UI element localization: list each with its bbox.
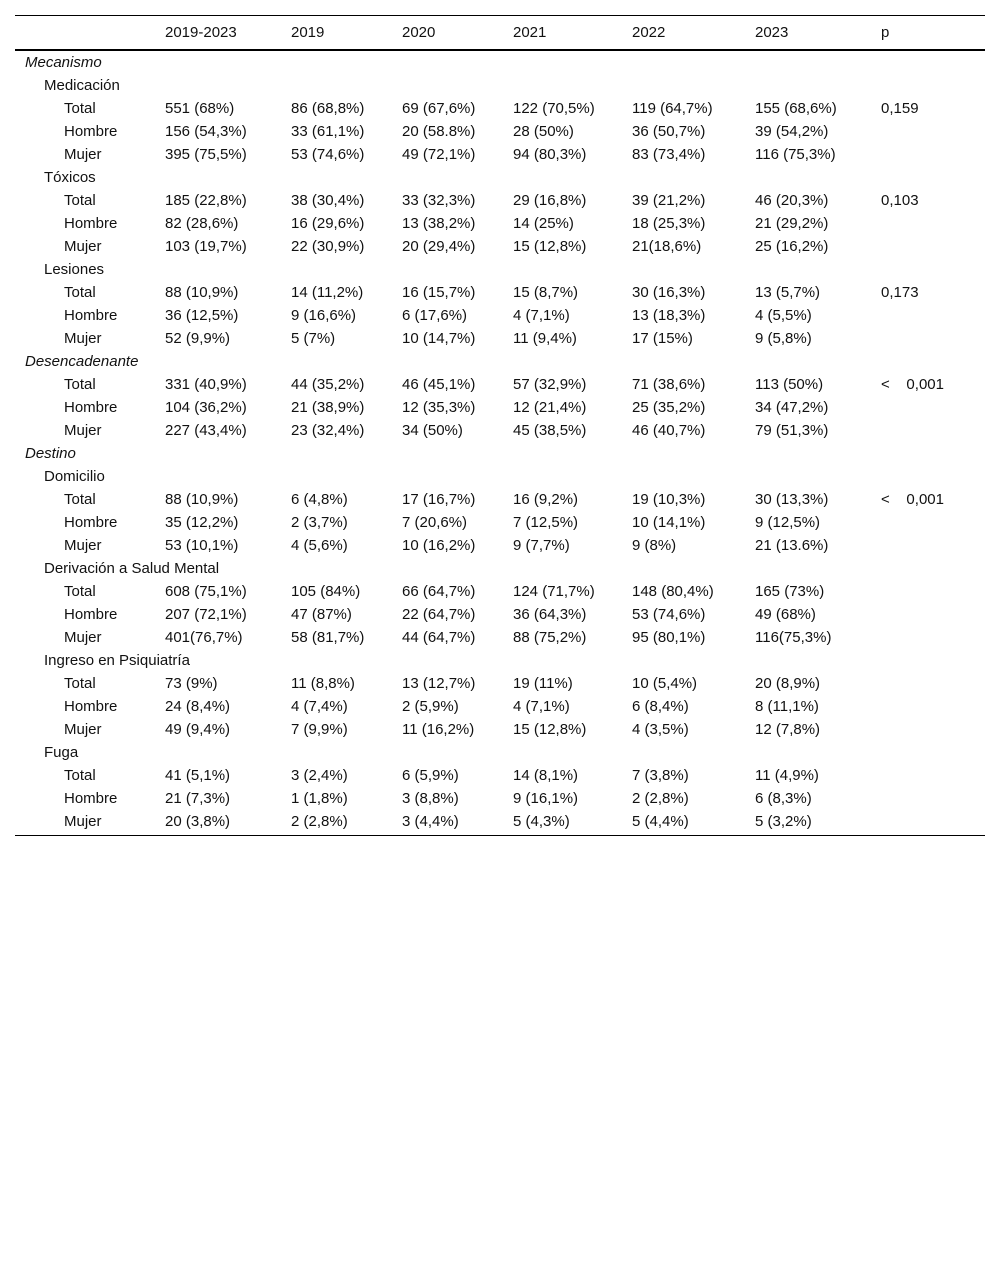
table-row [15, 787, 985, 810]
value-cell: 24 (8,4%) [165, 698, 231, 715]
header-cell-2020: 2020 [402, 16, 513, 51]
p-value-cell [881, 534, 985, 557]
row-label: Total [64, 767, 96, 784]
subsection-row [15, 557, 985, 580]
value-cell: 58 (81,7%) [291, 629, 365, 646]
value-cell: 116(75,3%) [755, 629, 832, 646]
value-cell: 11 (16,2%) [402, 721, 475, 738]
value-cell: 9 (5,8%) [755, 330, 812, 347]
p-value-cell: 0,159 [881, 100, 919, 117]
value-cell: 185 (22,8%) [165, 192, 247, 209]
value-cell: 4 (7,4%) [291, 698, 348, 715]
value-cell: 30 (16,3%) [632, 284, 706, 301]
p-value-cell [881, 235, 985, 258]
table-row [15, 695, 985, 718]
value-cell: 69 (67,6%) [402, 100, 476, 117]
table-container [15, 15, 985, 836]
value-cell: 15 (8,7%) [513, 284, 579, 301]
value-cell: 331 (40,9%) [165, 376, 247, 393]
value-cell: 2 (5,9%) [402, 698, 459, 715]
value-cell: 103 (19,7%) [165, 238, 247, 255]
value-cell: 49 (68%) [755, 606, 816, 623]
p-value-cell [881, 718, 985, 741]
row-label: Mujer [64, 238, 102, 255]
p-value-cell [881, 580, 985, 603]
p-value-cell: 0,173 [881, 284, 919, 301]
value-cell: 86 (68,8%) [291, 100, 365, 117]
value-cell: 7 (3,8%) [632, 767, 689, 784]
value-cell: 36 (50,7%) [632, 123, 706, 140]
subsection-row [15, 649, 985, 672]
value-cell: 25 (16,2%) [755, 238, 829, 255]
value-cell: 33 (61,1%) [291, 123, 365, 140]
value-cell: 105 (84%) [291, 583, 361, 600]
subsection-row [15, 258, 985, 281]
value-cell: 71 (38,6%) [632, 376, 706, 393]
value-cell: 44 (35,2%) [291, 376, 365, 393]
value-cell: 57 (32,9%) [513, 376, 587, 393]
p-value-cell [881, 396, 985, 419]
value-cell: 608 (75,1%) [165, 583, 247, 600]
value-cell: 47 (87%) [291, 606, 352, 623]
value-cell: 7 (20,6%) [402, 514, 468, 531]
subsection-label: Tóxicos [44, 169, 96, 186]
value-cell: 2 (3,7%) [291, 514, 348, 531]
table-row [15, 212, 985, 235]
table-row [15, 396, 985, 419]
table-row [15, 189, 985, 212]
value-cell: 41 (5,1%) [165, 767, 231, 784]
value-cell: 88 (10,9%) [165, 284, 239, 301]
value-cell: 49 (72,1%) [402, 146, 476, 163]
row-label: Total [64, 675, 96, 692]
table-row [15, 672, 985, 695]
section-label: Mecanismo [25, 54, 102, 71]
table-row [15, 327, 985, 350]
value-cell: 10 (14,1%) [632, 514, 706, 531]
p-value-cell [881, 304, 985, 327]
p-value-cell: < 0,001 [881, 376, 944, 393]
table-row [15, 120, 985, 143]
value-cell: 165 (73%) [755, 583, 825, 600]
p-value-cell [881, 672, 985, 695]
value-cell: 82 (28,6%) [165, 215, 239, 232]
value-cell: 20 (58.8%) [402, 123, 476, 140]
value-cell: 39 (21,2%) [632, 192, 706, 209]
header-cell-2023: 2023 [755, 16, 881, 51]
p-value-cell [881, 419, 985, 442]
value-cell: 17 (15%) [632, 330, 693, 347]
table-row [15, 373, 985, 396]
section-row [15, 350, 985, 373]
value-cell: 10 (5,4%) [632, 675, 698, 692]
row-label: Hombre [64, 215, 118, 232]
value-cell: 12 (7,8%) [755, 721, 821, 738]
p-value-cell [881, 626, 985, 649]
value-cell: 45 (38,5%) [513, 422, 587, 439]
table-row [15, 304, 985, 327]
p-value-cell [881, 212, 985, 235]
value-cell: 21 (7,3%) [165, 790, 231, 807]
value-cell: 5 (4,3%) [513, 810, 632, 836]
row-label: Total [64, 100, 96, 117]
table-row [15, 718, 985, 741]
value-cell: 49 (9,4%) [165, 721, 231, 738]
value-cell: 401(76,7%) [165, 629, 243, 646]
table-row [15, 281, 985, 304]
header-cell-2019: 2019 [291, 16, 402, 51]
p-value-cell [881, 695, 985, 718]
value-cell: 3 (8,8%) [402, 790, 459, 807]
value-cell: 29 (16,8%) [513, 192, 587, 209]
table-row [15, 810, 985, 836]
value-cell: 88 (75,2%) [513, 629, 587, 646]
table-row [15, 764, 985, 787]
row-label: Hombre [64, 606, 118, 623]
p-value-cell: 0,103 [881, 192, 919, 209]
subsection-label: Medicación [44, 77, 120, 94]
value-cell: 23 (32,4%) [291, 422, 365, 439]
value-cell: 6 (8,3%) [755, 790, 812, 807]
value-cell: 13 (38,2%) [402, 215, 476, 232]
subsection-label: Derivación a Salud Mental [44, 560, 220, 577]
section-label: Desencadenante [25, 353, 139, 370]
value-cell: 148 (80,4%) [632, 583, 714, 600]
value-cell: 18 (25,3%) [632, 215, 706, 232]
value-cell: 5 (3,2%) [755, 810, 881, 836]
subsection-label: Lesiones [44, 261, 105, 278]
value-cell: 12 (35,3%) [402, 399, 476, 416]
value-cell: 551 (68%) [165, 100, 235, 117]
value-cell: 22 (30,9%) [291, 238, 365, 255]
value-cell: 6 (8,4%) [632, 698, 689, 715]
table-row [15, 511, 985, 534]
value-cell: 11 (9,4%) [513, 330, 577, 347]
value-cell: 53 (10,1%) [165, 537, 239, 554]
value-cell: 21 (29,2%) [755, 215, 829, 232]
table-body [15, 50, 985, 836]
value-cell: 46 (40,7%) [632, 422, 706, 439]
table-row [15, 626, 985, 649]
header-cell-2019-2023: 2019-2023 [165, 16, 291, 51]
value-cell: 22 (64,7%) [402, 606, 476, 623]
p-value-cell [881, 603, 985, 626]
subsection-row [15, 741, 985, 764]
value-cell: 4 (7,1%) [513, 307, 570, 324]
p-value-cell [881, 511, 985, 534]
value-cell: 52 (9,9%) [165, 330, 231, 347]
row-label: Mujer [15, 810, 165, 836]
section-row [15, 442, 985, 465]
value-cell: 25 (35,2%) [632, 399, 706, 416]
row-label: Total [64, 491, 96, 508]
subsection-label: Fuga [44, 744, 79, 761]
value-cell: 16 (29,6%) [291, 215, 365, 232]
value-cell: 95 (80,1%) [632, 629, 706, 646]
header-cell-p: p [881, 16, 985, 51]
value-cell: 4 (7,1%) [513, 698, 570, 715]
value-cell: 21(18,6%) [632, 238, 702, 255]
value-cell: 34 (47,2%) [755, 399, 829, 416]
value-cell: 15 (12,8%) [513, 721, 587, 738]
row-label: Mujer [64, 146, 102, 163]
value-cell: 155 (68,6%) [755, 100, 837, 117]
row-label: Total [64, 583, 96, 600]
value-cell: 73 (9%) [165, 675, 218, 692]
p-value-cell [881, 787, 985, 810]
value-cell: 4 (5,6%) [291, 537, 348, 554]
row-label: Total [64, 376, 96, 393]
value-cell: 53 (74,6%) [632, 606, 706, 623]
value-cell: 28 (50%) [513, 123, 574, 140]
table-row [15, 235, 985, 258]
value-cell: 10 (16,2%) [402, 537, 476, 554]
value-cell: 20 (3,8%) [165, 810, 291, 836]
value-cell: 44 (64,7%) [402, 629, 476, 646]
value-cell: 122 (70,5%) [513, 100, 595, 117]
value-cell: 38 (30,4%) [291, 192, 365, 209]
row-label: Hombre [64, 698, 118, 715]
value-cell: 21 (38,9%) [291, 399, 365, 416]
value-cell: 30 (13,3%) [755, 491, 829, 508]
value-cell: 116 (75,3%) [755, 146, 836, 163]
row-label: Total [64, 192, 96, 209]
table-row [15, 419, 985, 442]
value-cell: 94 (80,3%) [513, 146, 587, 163]
value-cell: 14 (25%) [513, 215, 574, 232]
header-row [15, 16, 985, 51]
value-cell: 83 (73,4%) [632, 146, 706, 163]
value-cell: 227 (43,4%) [165, 422, 247, 439]
row-label: Hombre [64, 399, 118, 416]
value-cell: 6 (5,9%) [402, 767, 459, 784]
row-label: Mujer [64, 721, 102, 738]
value-cell: 5 (4,4%) [632, 810, 755, 836]
value-cell: 53 (74,6%) [291, 146, 365, 163]
value-cell: 19 (11%) [513, 675, 573, 692]
value-cell: 21 (13.6%) [755, 537, 829, 554]
value-cell: 119 (64,7%) [632, 100, 713, 117]
value-cell: 16 (9,2%) [513, 491, 579, 508]
subsection-row [15, 74, 985, 97]
value-cell: 17 (16,7%) [402, 491, 476, 508]
value-cell: 12 (21,4%) [513, 399, 587, 416]
p-value-cell [881, 810, 985, 836]
row-label: Hombre [64, 123, 118, 140]
p-value-cell [881, 120, 985, 143]
row-label: Hombre [64, 514, 118, 531]
value-cell: 9 (16,1%) [513, 790, 579, 807]
value-cell: 7 (9,9%) [291, 721, 348, 738]
value-cell: 13 (5,7%) [755, 284, 821, 301]
row-label: Mujer [64, 422, 102, 439]
table-row [15, 580, 985, 603]
value-cell: 36 (12,5%) [165, 307, 239, 324]
row-label: Mujer [64, 330, 102, 347]
value-cell: 39 (54,2%) [755, 123, 829, 140]
value-cell: 9 (12,5%) [755, 514, 821, 531]
subsection-label: Ingreso en Psiquiatría [44, 652, 190, 669]
section-label: Destino [25, 445, 76, 462]
table-row [15, 488, 985, 511]
value-cell: 33 (32,3%) [402, 192, 476, 209]
table-row [15, 143, 985, 166]
value-cell: 19 (10,3%) [632, 491, 706, 508]
value-cell: 207 (72,1%) [165, 606, 247, 623]
value-cell: 156 (54,3%) [165, 123, 247, 140]
value-cell: 13 (12,7%) [402, 675, 476, 692]
value-cell: 113 (50%) [755, 376, 824, 393]
value-cell: 1 (1,8%) [291, 790, 348, 807]
value-cell: 5 (7%) [291, 330, 336, 347]
value-cell: 9 (7,7%) [513, 537, 570, 554]
value-cell: 10 (14,7%) [402, 330, 476, 347]
p-value-cell [881, 143, 985, 166]
value-cell: 46 (45,1%) [402, 376, 476, 393]
value-cell: 66 (64,7%) [402, 583, 476, 600]
section-row [15, 50, 985, 74]
value-cell: 6 (4,8%) [291, 491, 348, 508]
value-cell: 46 (20,3%) [755, 192, 829, 209]
value-cell: 2 (2,8%) [291, 810, 402, 836]
value-cell: 11 (4,9%) [755, 767, 819, 784]
value-cell: 6 (17,6%) [402, 307, 468, 324]
value-cell: 16 (15,7%) [402, 284, 476, 301]
header-cell-2021: 2021 [513, 16, 632, 51]
value-cell: 395 (75,5%) [165, 146, 247, 163]
p-value-cell [881, 764, 985, 787]
value-cell: 3 (2,4%) [291, 767, 348, 784]
table-row [15, 603, 985, 626]
header-cell-2022: 2022 [632, 16, 755, 51]
value-cell: 4 (5,5%) [755, 307, 812, 324]
value-cell: 15 (12,8%) [513, 238, 587, 255]
subsection-label: Domicilio [44, 468, 105, 485]
value-cell: 88 (10,9%) [165, 491, 239, 508]
value-cell: 14 (8,1%) [513, 767, 579, 784]
value-cell: 20 (8,9%) [755, 675, 821, 692]
value-cell: 9 (16,6%) [291, 307, 357, 324]
row-label: Total [64, 284, 96, 301]
value-cell: 2 (2,8%) [632, 790, 689, 807]
value-cell: 13 (18,3%) [632, 307, 706, 324]
value-cell: 36 (64,3%) [513, 606, 587, 623]
data-table [15, 15, 985, 836]
value-cell: 124 (71,7%) [513, 583, 595, 600]
value-cell: 35 (12,2%) [165, 514, 239, 531]
subsection-row [15, 166, 985, 189]
value-cell: 79 (51,3%) [755, 422, 829, 439]
table-row [15, 97, 985, 120]
value-cell: 11 (8,8%) [291, 675, 355, 692]
subsection-row [15, 465, 985, 488]
row-label: Hombre [64, 307, 118, 324]
value-cell: 7 (12,5%) [513, 514, 579, 531]
value-cell: 14 (11,2%) [291, 284, 364, 301]
row-label: Mujer [64, 629, 102, 646]
table-row [15, 534, 985, 557]
value-cell: 104 (36,2%) [165, 399, 247, 416]
value-cell: 34 (50%) [402, 422, 463, 439]
value-cell: 9 (8%) [632, 537, 677, 554]
row-label: Hombre [64, 790, 118, 807]
value-cell: 20 (29,4%) [402, 238, 476, 255]
value-cell: 8 (11,1%) [755, 698, 819, 715]
p-value-cell [881, 327, 985, 350]
value-cell: 3 (4,4%) [402, 810, 513, 836]
value-cell: 4 (3,5%) [632, 721, 689, 738]
row-label: Mujer [64, 537, 102, 554]
table-header [15, 16, 985, 51]
header-cell-label [15, 16, 165, 51]
p-value-cell: < 0,001 [881, 491, 944, 508]
